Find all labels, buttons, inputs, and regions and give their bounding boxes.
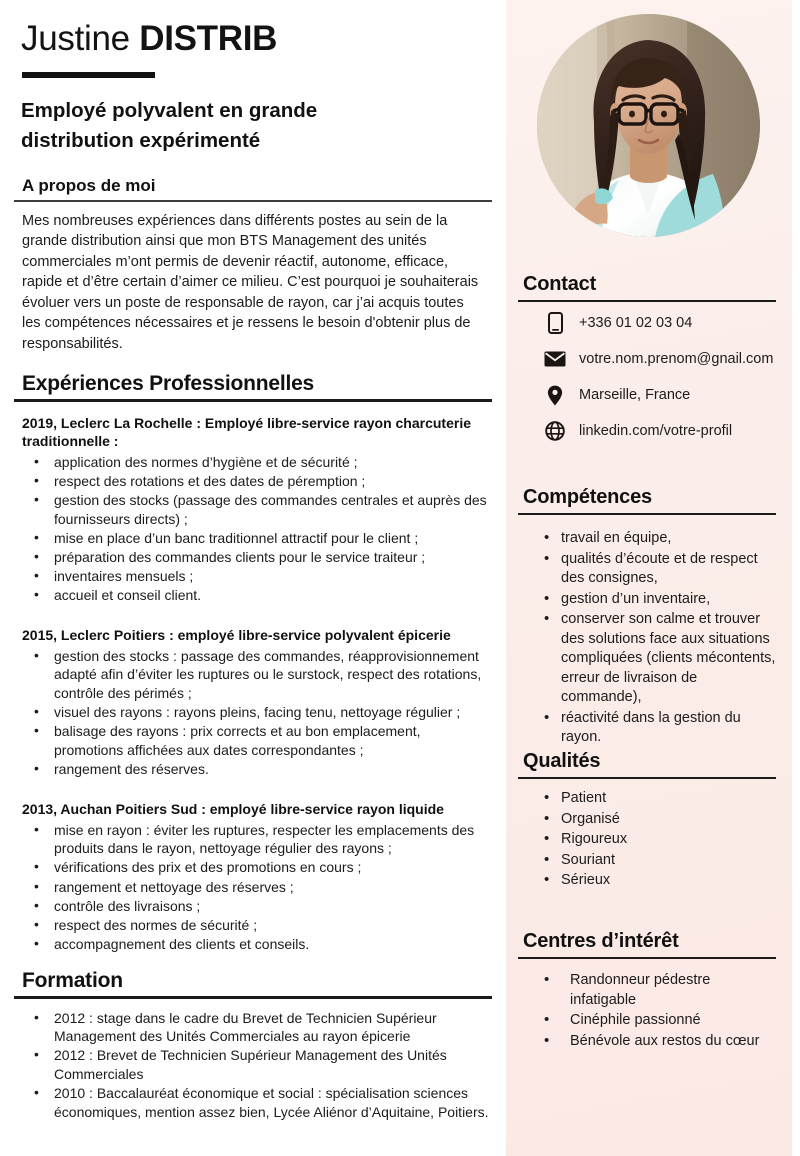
- experience-heading: Expériences Professionnelles: [22, 372, 315, 395]
- list-item: • rangement et nettoyage des réserves ;: [32, 878, 490, 897]
- list-item: • Rigoureux: [544, 830, 780, 850]
- list-item: • Organisé: [544, 810, 780, 830]
- experience-item-title: 2019, Leclerc La Rochelle : Employé libre-service rayon charcuterie traditionnelle :: [22, 414, 471, 449]
- globe-icon: [540, 421, 570, 441]
- experience-section: [14, 372, 494, 954]
- contact-row-website[interactable]: [518, 420, 780, 442]
- avatar: [537, 14, 760, 237]
- list-item: • respect des normes de sécurité ;: [32, 916, 490, 935]
- interests-divider: [518, 957, 776, 959]
- qualities-list: [518, 789, 780, 891]
- portrait-photo: [537, 14, 760, 237]
- list-item: • mise en place d’un banc traditionnel attractif pour le client ;: [32, 529, 490, 548]
- list-item: • mise en rayon : éviter les ruptures, respecter les emplacements des produits dans le rayon, nettoyage régulier des rayons ;: [32, 821, 490, 858]
- list-item: • accompagnement des clients et conseils.: [32, 935, 490, 954]
- list-item: • gestion des stocks : passage des commandes, réapprovisionnement adapté afin d’éviter les ruptures ou le surstock, respect des rotations, contrôle des périmés ;: [32, 647, 490, 703]
- about-text: Mes nombreuses expériences dans différents postes au sein de la grande distribution ainsi que mon BTS Management des unités commerciales m’ont permis de devenir réactif, autonome, efficace, rapide et d’être certain d’aimer ce milieu. C’est pourquoi je souhaiterais évoluer vers un poste de responsable de rayon, car j’ai acquis toutes les compétences nécessaires et je ressens le besoin d'obtenir plus de responsabilités.: [22, 212, 479, 353]
- skills-heading: Compétences: [523, 486, 652, 508]
- name-underline: [22, 72, 155, 78]
- list-item: • Cinéphile passionné: [544, 1011, 780, 1031]
- about-heading: A propos de moi: [22, 176, 156, 195]
- about-divider: [14, 200, 492, 202]
- sidebar: [506, 0, 792, 1156]
- contact-website-value: linkedin.com/votre-profil: [579, 423, 733, 439]
- list-item: • accueil et conseil client.: [32, 586, 490, 605]
- experience-item: [22, 414, 490, 606]
- location-pin-icon: [540, 385, 570, 406]
- contact-section: [518, 273, 780, 456]
- experience-item: [22, 800, 490, 954]
- contact-row-email[interactable]: [518, 348, 780, 370]
- list-item: • Sérieux: [544, 871, 780, 891]
- experience-item-title: 2015, Leclerc Poitiers : employé libre-service polyvalent épicerie: [22, 627, 451, 644]
- experience-item-title: 2013, Auchan Poitiers Sud : employé libre-service rayon liquide: [22, 801, 444, 818]
- contact-location-value: Marseille, France: [579, 387, 691, 403]
- skills-list: [518, 529, 780, 748]
- list-item: • 2012 : Brevet de Technicien Supérieur Management des Unités Commerciales: [32, 1046, 500, 1083]
- list-item: • contrôle des livraisons ;: [32, 897, 490, 916]
- qualities-section: [518, 750, 780, 892]
- skills-section: [518, 486, 780, 749]
- interests-heading: Centres d’intérêt: [523, 930, 679, 952]
- interests-list: [518, 971, 780, 1051]
- formation-heading: Formation: [22, 969, 123, 992]
- formation-list: [22, 1009, 500, 1122]
- email-icon: [540, 351, 570, 367]
- list-item: • respect des rotations et des dates de péremption ;: [32, 472, 490, 491]
- experience-item-bullets: [22, 821, 490, 954]
- list-item: • 2012 : stage dans le cadre du Brevet de Technicien Supérieur Management des Unités Commerciales au rayon épicerie: [32, 1009, 500, 1046]
- skills-divider: [518, 513, 776, 515]
- experience-divider: [14, 399, 492, 402]
- list-item: • 2010 : Baccalauréat économique et social : spécialisation sciences économiques, mention assez bien, Lycée Aliénor d’Aquitaine, Poitiers.: [32, 1084, 500, 1121]
- experience-item-bullets: [22, 453, 490, 606]
- job-title: Employé polyvalent en grande distribution expérimenté: [21, 99, 318, 152]
- contact-heading: Contact: [523, 273, 597, 295]
- contact-divider: [518, 300, 776, 302]
- contact-row-location[interactable]: [518, 384, 780, 406]
- list-item: • gestion des stocks (passage des commandes centrales et auprès des fournisseurs directs) ;: [32, 491, 490, 528]
- experience-item-bullets: [22, 647, 490, 779]
- list-item: • application des normes d’hygiène et de sécurité ;: [32, 453, 490, 472]
- experience-item: [22, 626, 490, 779]
- list-item: • vérifications des prix et des promotions en cours ;: [32, 858, 490, 877]
- list-item: • qualités d’écoute et de respect des consignes,: [544, 550, 780, 589]
- formation-section: [14, 969, 494, 1122]
- phone-icon: [540, 312, 570, 334]
- list-item: • travail en équipe,: [544, 529, 780, 549]
- list-item: • gestion d’un inventaire,: [544, 590, 780, 610]
- list-item: • Bénévole aux restos du cœur: [544, 1032, 780, 1052]
- qualities-divider: [518, 777, 776, 779]
- formation-divider: [14, 996, 492, 999]
- about-section: [14, 176, 494, 355]
- list-item: • inventaires mensuels ;: [32, 567, 490, 586]
- list-item: • visuel des rayons : rayons pleins, facing tenu, nettoyage régulier ;: [32, 703, 490, 722]
- list-item: • rangement des réserves.: [32, 760, 490, 779]
- qualities-heading: Qualités: [523, 750, 601, 772]
- list-item: • Randonneur pédestre infatigable: [544, 971, 780, 1010]
- contact-email-value: votre.nom.prenom@gnail.com: [579, 351, 774, 367]
- list-item: • Patient: [544, 789, 780, 809]
- interests-section: [518, 930, 780, 1052]
- list-item: • conserver son calme et trouver des solutions face aux situations compliquées (clients mécontents, erreur de livraison de commande),: [544, 610, 780, 708]
- contact-list: [518, 312, 780, 442]
- first-name: Justine: [21, 19, 130, 58]
- list-item: • réactivité dans la gestion du rayon.: [544, 709, 780, 748]
- list-item: • préparation des commandes clients pour le service traiteur ;: [32, 548, 490, 567]
- contact-row-phone[interactable]: [518, 312, 780, 334]
- last-name: DISTRIB: [139, 19, 278, 58]
- list-item: • Souriant: [544, 851, 780, 871]
- contact-phone-value: +336 01 02 03 04: [579, 315, 693, 331]
- page-title: [21, 19, 277, 59]
- list-item: • balisage des rayons : prix corrects et au bon emplacement, promotions affichées aux dates correspondantes ;: [32, 722, 490, 759]
